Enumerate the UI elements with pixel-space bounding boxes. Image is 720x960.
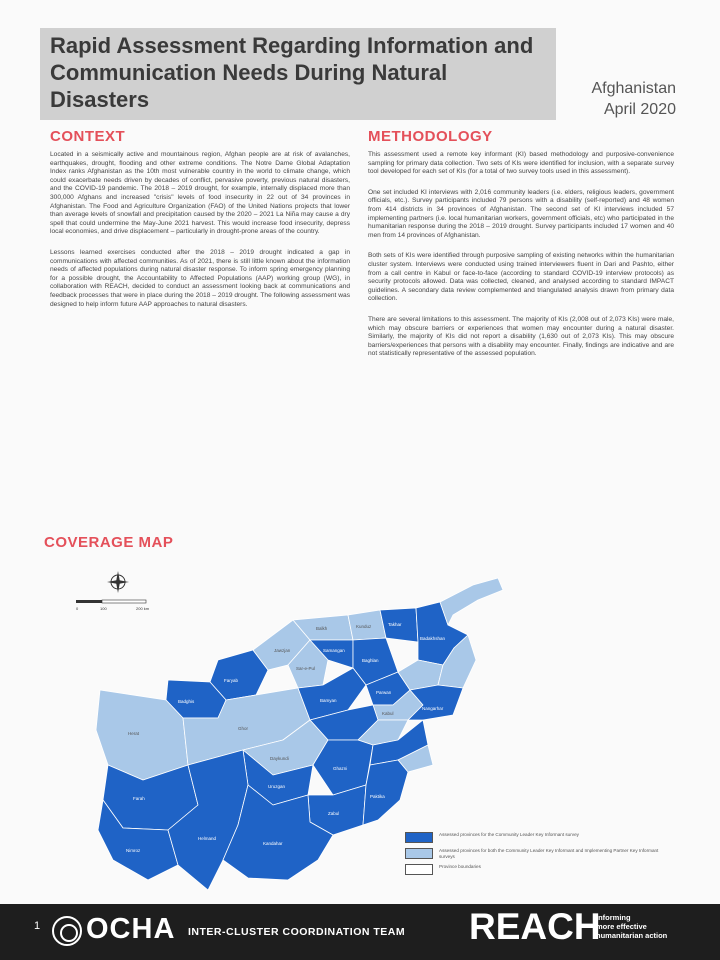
label-samangan: Samangan — [323, 648, 345, 653]
label-helmand: Helmand — [198, 836, 217, 841]
legend-swatch-dark-blue — [405, 832, 433, 843]
context-section — [50, 128, 350, 321]
page-number: 1 — [34, 920, 41, 932]
label-badakhshan: Badakhshan — [420, 636, 446, 641]
scale-label-0: 0 — [76, 606, 79, 611]
label-kabul: Kabul — [382, 711, 394, 716]
methodology-paragraph-3: Both sets of KIs were identified through purposive sampling of existing networks within the humanitarian cluster system. Interviews were conducted using trained interviewers fluent in Dari and Pashto, either from a call centre in Kabul or face-to-face (according to standard COVID-19 interview protocols) as security protocols allowed. Data was collected, cleaned, and analysed according to standard IMPACT guidelines. A secondary data review complemented and triangulated analysis drawn from primary data collection. — [368, 252, 674, 303]
methodology-paragraph-4: There are several limitations to this assessment. The majority of KIs (2,008 out of 2,073 KIs) were male, which may obscure barriers or experiences that women may encounter during a natural disaster. Similarly, the majority of KIs did not report a disability (1,630 out of 2,073 KIs). This may obscure barriers/experiences that persons with a disability may encounter. Finally, findings are indicative and are not statistically representative of the assessed population. — [368, 315, 674, 358]
legend-swatch-light-blue — [405, 848, 433, 859]
label-nimroz: Nimroz — [126, 848, 141, 853]
methodology-section — [368, 128, 674, 371]
legend-item-community-leader — [405, 832, 665, 843]
context-paragraph-1: Located in a seismically active and mountainous region, Afghan people are at risk of avalanches, earthquakes, drought, flooding and other extreme conditions. The Notre Dame Global Adaptation Index ranks Afghanistan as the 10th most vulnerable country in the world to climate change, which could exacerbate needs driven by decades of conflict, pervasive poverty, previous natural disasters, and the COVID-19 pandemic. The 2018 – 2019 drought, for example, internally displaced more than 300,000 Afghans and increased "crisis" levels of food insecurity in 22 out of 34 provinces in Afghanistan. The Food and Agriculture Organization (FAO) of the United Nations projects that lower than average levels of snowfall and precipitation caused by the 2020 – 2021 La Niña may cause a dry spell that could undermine the May-June 2021 harvest. This would increase food insecurity, depress local economies, and drive displacement – particularly in drought-prone areas of the country. — [50, 151, 350, 236]
ocha-logo: OCHA — [86, 913, 176, 945]
label-kandahar: Kandahar — [263, 841, 283, 846]
label-nangarhar: Nangarhar — [422, 706, 444, 711]
un-emblem-icon — [52, 916, 82, 946]
methodology-heading: METHODOLOGY — [368, 128, 493, 145]
page-title: Rapid Assessment Regarding Information and Communication Needs During Natural Disasters — [50, 33, 534, 112]
reach-tagline — [596, 913, 667, 940]
context-heading: CONTEXT — [50, 128, 126, 145]
label-ghor: Ghor — [238, 726, 249, 731]
label-bamyan: Bamyan — [320, 698, 337, 703]
country-label: Afghanistan — [591, 80, 676, 97]
label-faryab: Faryab — [224, 678, 239, 683]
scale-label-100: 100 — [100, 606, 107, 611]
coverage-heading: COVERAGE MAP — [44, 534, 174, 551]
tagline-line-1: Informing — [596, 913, 631, 922]
context-paragraph-2: Lessons learned exercises conducted after the 2018 – 2019 drought indicated a gap in communications with affected communities. As of 2021, there is still little known about the information needs of affected populations during natural disaster response. To inform spring emergency planning for a possible drought, the Accountability to Affected Populations (AAP) working group (WG), in collaboration with REACH, decided to conduct an assessment looking back at communications and feedback processes that were in place during the 2018 – 2019 drought. The following assessment was designed to help inform future AAP approaches to natural disasters. — [50, 248, 350, 308]
scale-bar — [76, 600, 150, 611]
label-kunduz: Kunduz — [356, 624, 372, 629]
legend-label: Province boundaries — [439, 864, 481, 870]
map-legend — [405, 832, 665, 880]
north-arrow-icon — [107, 571, 129, 593]
tagline-line-2: more effective — [596, 922, 647, 931]
label-zabul: Zabul — [328, 811, 340, 816]
scale-label-200: 200 km — [136, 606, 150, 611]
label-paktika: Paktika — [370, 794, 385, 799]
report-meta — [591, 78, 676, 120]
label-farah: Farah — [133, 796, 145, 801]
methodology-paragraph-2: One set included KI interviews with 2,016 community leaders (i.e. elders, religious leaders, government officials, etc.). Survey participants included 79 persons with a disability (self-reported) and 48 women from 414 districts in 34 provinces of Afghanistan. The second set of KI interviews included 57 implementing partners (i.e. local humanitarian workers, government officials, etc) who participated in the humanitarian response during the 2018 – 2019 drought. Survey participants included 17 women and 40 men from 14 provinces of Afghanistan. — [368, 188, 674, 239]
reach-logo: REACH — [469, 906, 601, 947]
province-paktika — [363, 760, 408, 825]
label-badghis: Badghis — [178, 699, 195, 704]
label-takhar: Takhar — [388, 622, 402, 627]
label-sar-e-pul: Sar-e-Pul — [296, 666, 316, 671]
legend-item-both-surveys — [405, 848, 665, 859]
province-wakhan — [440, 578, 503, 625]
label-balkh: Balkh — [316, 626, 328, 631]
icct-label: INTER-CLUSTER COORDINATION TEAM — [188, 926, 406, 938]
label-daykundi: Daykundi — [270, 756, 289, 761]
label-ghazni: Ghazni — [333, 766, 348, 771]
legend-swatch-boundary — [405, 864, 433, 875]
methodology-paragraph-1: This assessment used a remote key informant (KI) based methodology and purposive-convenience sampling for primary data collection. Two sets of KIs were identified for inclusion, with a separate survey tool developed for each set of KIs (for a total of two survey tools used in this assessment). — [368, 151, 674, 176]
label-jawzjan: Jawzjan — [274, 648, 291, 653]
legend-label: Assessed provinces for both the Community Leader Key Informant and Implementing Partner Key Informant surveys — [439, 848, 659, 859]
label-parwan: Parwan — [376, 690, 392, 695]
legend-label: Assessed provinces for the Community Leader Key Informant survey — [439, 832, 579, 837]
date-label: April 2020 — [603, 101, 676, 118]
legend-item-boundaries — [405, 864, 665, 875]
label-uruzgan: Uruzgan — [268, 784, 286, 789]
label-herat: Herat — [128, 731, 140, 736]
tagline-line-3: humanitarian action — [596, 931, 668, 940]
label-baghlan: Baghlan — [362, 658, 379, 663]
